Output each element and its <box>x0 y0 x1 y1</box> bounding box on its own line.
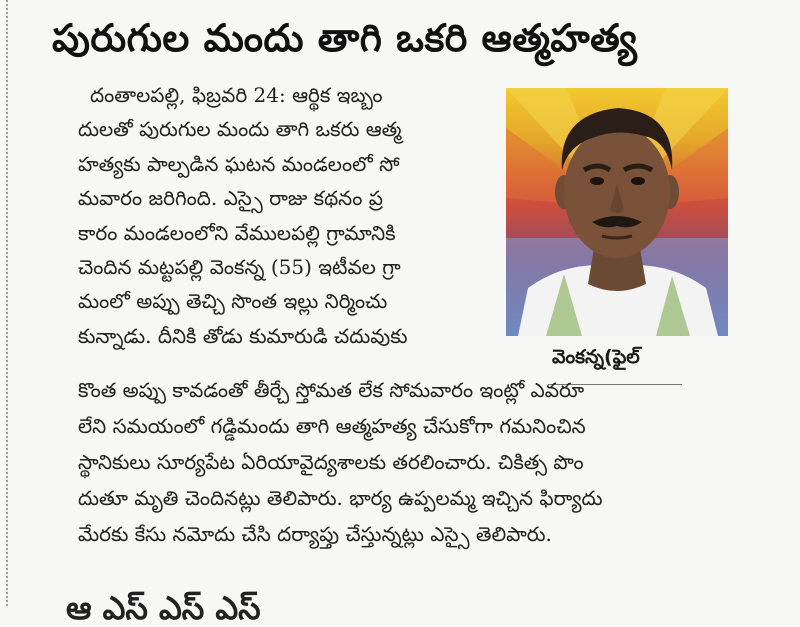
article-body-narrow-column <box>78 78 496 353</box>
article-line: మేరకు కేసు నమోదు చేసి దర్యాప్తు చేస్తున్నట్లు ఎస్సై తెలిపారు. <box>78 522 552 546</box>
article-line: మవారం జరిగింది. ఎస్సై రాజు కథనం ప్ర <box>78 186 383 211</box>
article-headline: పురుగుల మందు తాగి ఒకరి ఆత్మహత్య <box>52 16 638 60</box>
article-line: లేని సమయంలో గడ్డిమందు తాగి ఆత్మహత్య చేసుకోగా గమనించిన <box>78 414 586 438</box>
article-line: కారం మండలంలోని వేములపల్లి గ్రామానికి <box>78 220 396 245</box>
article-line: స్థానికులు సూర్యపేట ఏరియావైద్యశాలకు తరలించారు. చికిత్స పొం <box>78 450 584 474</box>
article-line: చెందిన మట్టపల్లి వెంకన్న (55) ఇటీవల గ్రా <box>78 255 401 280</box>
portrait-illustration <box>506 88 728 336</box>
next-article-headline-partial: ఆ ఎస్ ఎస్ ఎస్ <box>66 589 261 627</box>
article-line: కొంత అప్పు కావడంతో తీర్చే స్తోమత లేక సోమవారం ఇంట్లో ఎవరూ <box>78 378 585 402</box>
article-line: దులతో పురుగుల మందు తాగి ఒకరు ఆత్మ <box>78 117 402 142</box>
article-line: మంలో అప్పు తెచ్చి సొంత ఇల్లు నిర్మించు <box>78 289 388 314</box>
column-divider <box>6 0 8 606</box>
article-line: దుతూ మృతి చెందినట్లు తెలిపారు. భార్య ఉప్పలమ్మ ఇచ్చిన ఫిర్యాదు <box>78 486 603 510</box>
portrait-photo <box>506 88 728 336</box>
article-line: కున్నాడు. దీనికి తోడు కుమారుడి చదువుకు <box>78 323 408 348</box>
article-line: హత్యకు పాల్పడిన ఘటన మండలంలో సో <box>78 151 400 176</box>
photo-caption: వెంకన్న(ఫైల్ <box>552 346 640 368</box>
article-body-wide-column <box>78 372 718 552</box>
article-line: దంతాలపల్లి, ఫిబ్రవరి 24: ఆర్థిక ఇబ్బం <box>90 83 383 107</box>
